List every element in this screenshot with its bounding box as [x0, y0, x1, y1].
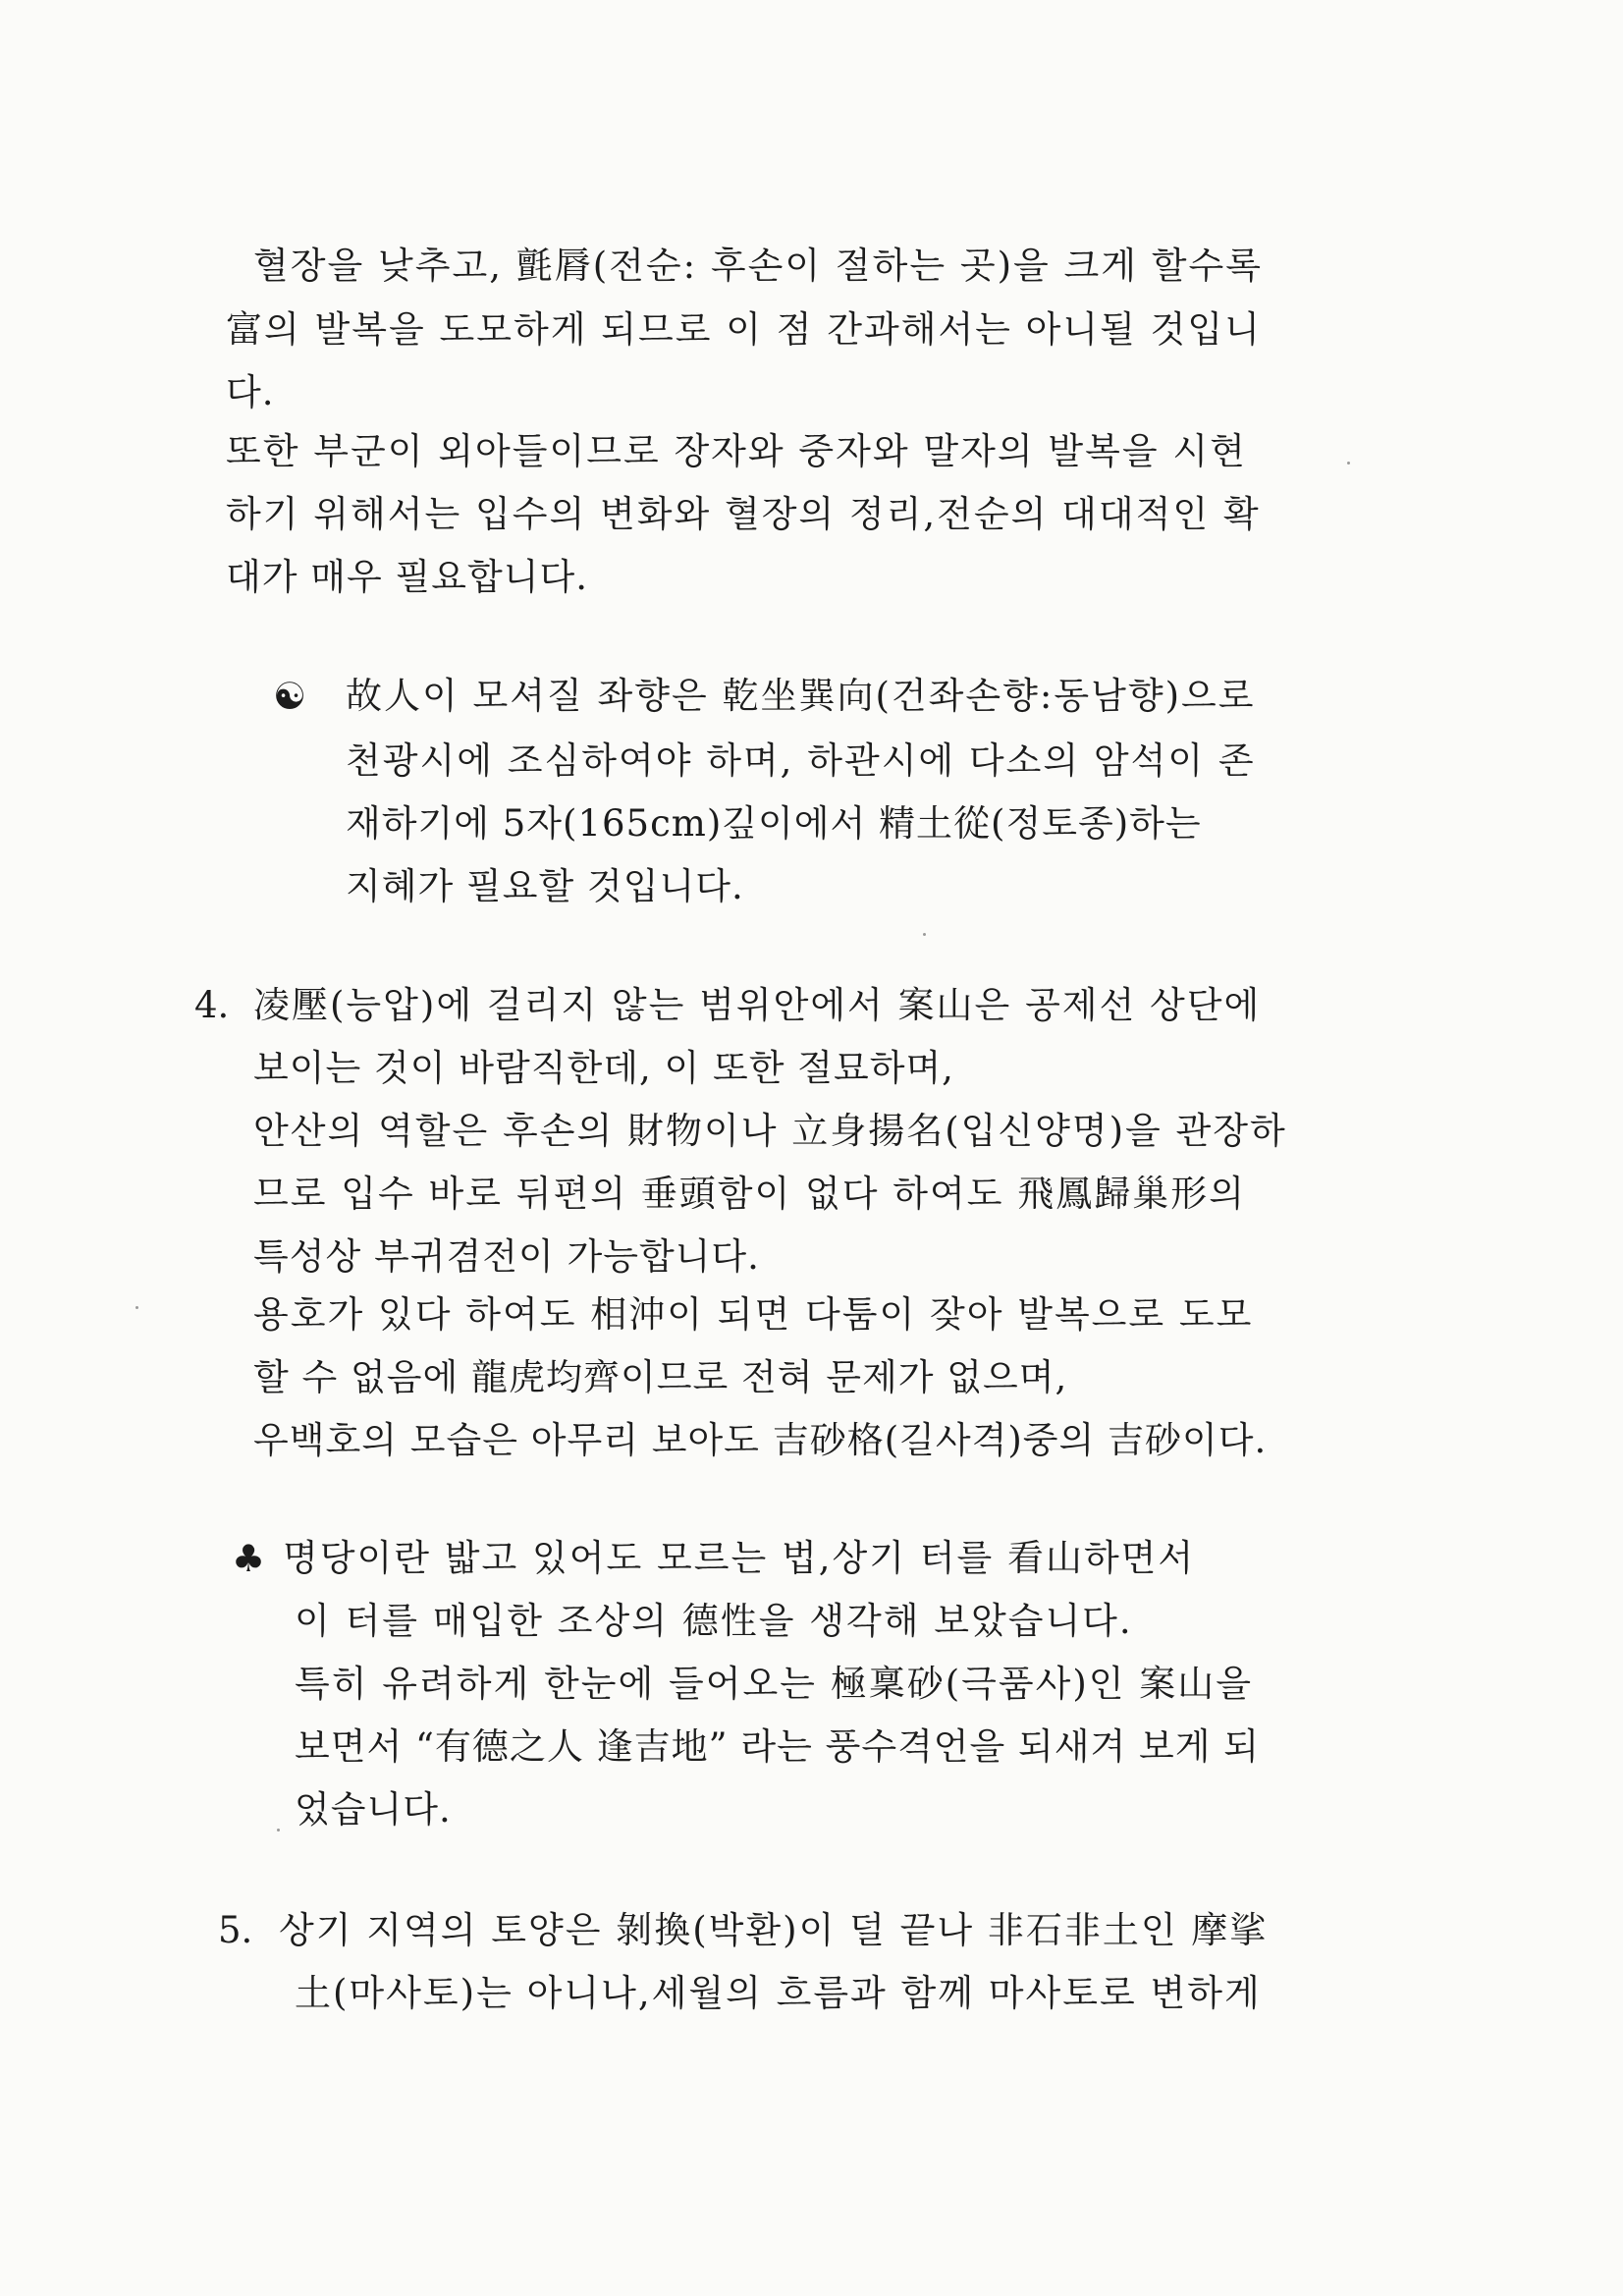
scan-speck — [1347, 462, 1350, 465]
paragraph-line: 富의 발복을 도모하게 되므로 이 점 간과해서는 아니될 것입니 — [226, 308, 1262, 351]
item-line: 우백호의 모습은 아무리 보아도 吉砂格(길사격)중의 吉砂이다. — [253, 1419, 1268, 1461]
item-line: 특성상 부귀겸전이 가능합니다. — [253, 1235, 760, 1278]
note-line: 특히 유려하게 한눈에 들어오는 極稟砂(극품사)인 案山을 — [295, 1663, 1254, 1705]
note-line: 보면서 “有德之人 逢吉地” 라는 풍수격언을 되새겨 보게 되 — [295, 1725, 1261, 1768]
note-line: 재하기에 5자(165cm)깊이에서 精土從(정토종)하는 — [346, 802, 1202, 845]
note-line: 지혜가 필요할 것입니다. — [346, 865, 744, 907]
item-line: 용호가 있다 하여도 相沖이 되면 다툼이 잦아 발복으로 도모 — [253, 1293, 1254, 1336]
item-number: 5. — [218, 1909, 253, 1951]
item-line: 할 수 없음에 龍虎均齊이므로 전혀 문제가 없으며, — [253, 1356, 1068, 1398]
note-line: 故人이 모셔질 좌향은 乾坐巽向(건좌손향:동남향)으로 — [346, 675, 1256, 717]
item-line: 상기 지역의 토양은 剝換(박환)이 덜 끝나 非石非土인 摩挲 — [279, 1909, 1269, 1951]
item-line: 凌壓(능압)에 걸리지 않는 범위안에서 案山은 공제선 상단에 — [253, 984, 1262, 1026]
item-line: 보이는 것이 바람직한데, 이 또한 절묘하며, — [253, 1047, 954, 1089]
scan-speck — [135, 1306, 138, 1309]
paragraph-line: 혈장을 낮추고, 氈脣(전순: 후손이 절하는 곳)을 크게 할수록 — [253, 245, 1264, 287]
paragraph-line: 또한 부군이 외아들이므로 장자와 중자와 말자의 발복을 시현 — [226, 430, 1247, 472]
note-line: 천광시에 조심하여야 하며, 하관시에 다소의 암석이 존 — [346, 739, 1256, 782]
paragraph-line: 대가 매우 필요합니다. — [226, 556, 588, 598]
item-line: 안산의 역할은 후손의 財物이나 立身揚名(입신양명)을 관장하 — [253, 1110, 1287, 1152]
item-line: 土(마사토)는 아니나,세월의 흐름과 함께 마사토로 변하게 — [295, 1972, 1262, 2014]
note-line: 이 터를 매입한 조상의 德性을 생각해 보았습니다. — [295, 1600, 1133, 1642]
yin-yang-icon: ☯ — [273, 675, 307, 718]
scan-speck — [277, 1829, 280, 1831]
paragraph-line: 하기 위해서는 입수의 변화와 혈장의 정리,전순의 대대적인 확 — [226, 493, 1261, 535]
item-number: 4. — [194, 984, 230, 1026]
note-line: 었습니다. — [295, 1788, 452, 1831]
scan-speck — [923, 933, 926, 936]
note-line: 명당이란 밟고 있어도 모르는 법,상기 터를 看山하면서 — [283, 1537, 1196, 1579]
item-line: 므로 입수 바로 뒤편의 垂頭함이 없다 하여도 飛鳳歸巢形의 — [253, 1173, 1246, 1215]
paragraph-line: 다. — [226, 371, 275, 413]
club-icon: ♣ — [232, 1537, 266, 1580]
